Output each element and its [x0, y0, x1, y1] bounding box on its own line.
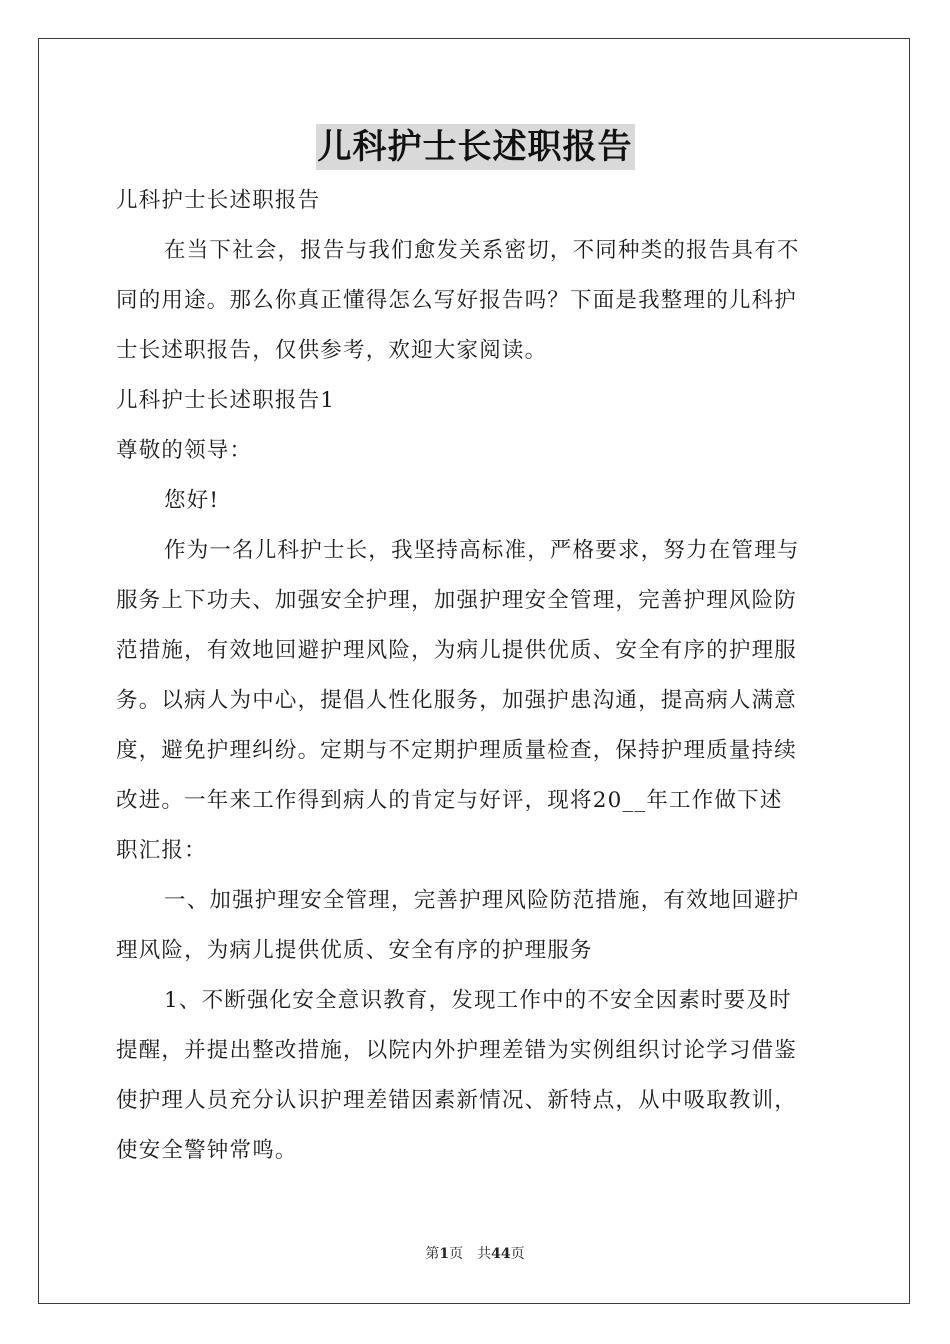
page-number: 1 [439, 1246, 450, 1262]
text-line: 使安全警钟常鸣。 [116, 1138, 298, 1163]
text-line: 您好! [164, 488, 220, 513]
text-line: 尊敬的领导： [116, 438, 253, 463]
page-prefix: 第 [425, 1246, 440, 1262]
text-line: 儿科护士长述职报告1 [116, 388, 336, 413]
text-line: 职汇报： [116, 838, 207, 863]
text-line: 使护理人员充分认识护理差错因素新情况、新特点，从中吸取教训， [116, 1088, 798, 1113]
page-footer [0, 1244, 950, 1264]
text-line: 1、不断强化安全意识教育，发现工作中的不安全因素时要及时 [164, 988, 792, 1013]
text-line: 改进。一年来工作得到病人的肯定与好评，现将20__年工作做下述 [116, 788, 783, 813]
text-line: 提醒，并提出整改措施，以院内外护理差错为实例组织讨论学习借鉴 [116, 1038, 798, 1063]
text-line: 服务上下功夫、加强安全护理，加强护理安全管理，完善护理风险防 [116, 588, 798, 613]
text-line: 士长述职报告，仅供参考，欢迎大家阅读。 [116, 338, 548, 363]
title-container [0, 124, 950, 170]
document-title: 儿科护士长述职报告 [316, 124, 635, 170]
page-total: 44 [491, 1246, 511, 1262]
total-suffix: 页 [510, 1246, 525, 1262]
text-line: 儿科护士长述职报告 [116, 188, 321, 213]
text-line: 作为一名儿科护士长，我坚持高标准，严格要求，努力在管理与 [164, 538, 800, 563]
text-line: 在当下社会，报告与我们愈发关系密切，不同种类的报告具有不 [164, 238, 800, 263]
text-line: 理风险，为病儿提供优质、安全有序的护理服务 [116, 938, 593, 963]
total-prefix: 共 [477, 1246, 492, 1262]
text-line: 范措施，有效地回避护理风险，为病儿提供优质、安全有序的护理服 [116, 638, 798, 663]
page-suffix: 页 [449, 1246, 464, 1262]
text-line: 一、加强护理安全管理，完善护理风险防范措施，有效地回避护 [164, 888, 800, 913]
text-line: 同的用途。那么你真正懂得怎么写好报告吗？下面是我整理的儿科护 [116, 288, 798, 313]
text-line: 务。以病人为中心，提倡人性化服务，加强护患沟通，提高病人满意 [116, 688, 798, 713]
document-body [116, 176, 838, 1176]
text-line: 度，避免护理纠纷。定期与不定期护理质量检查，保持护理质量持续 [116, 738, 798, 763]
